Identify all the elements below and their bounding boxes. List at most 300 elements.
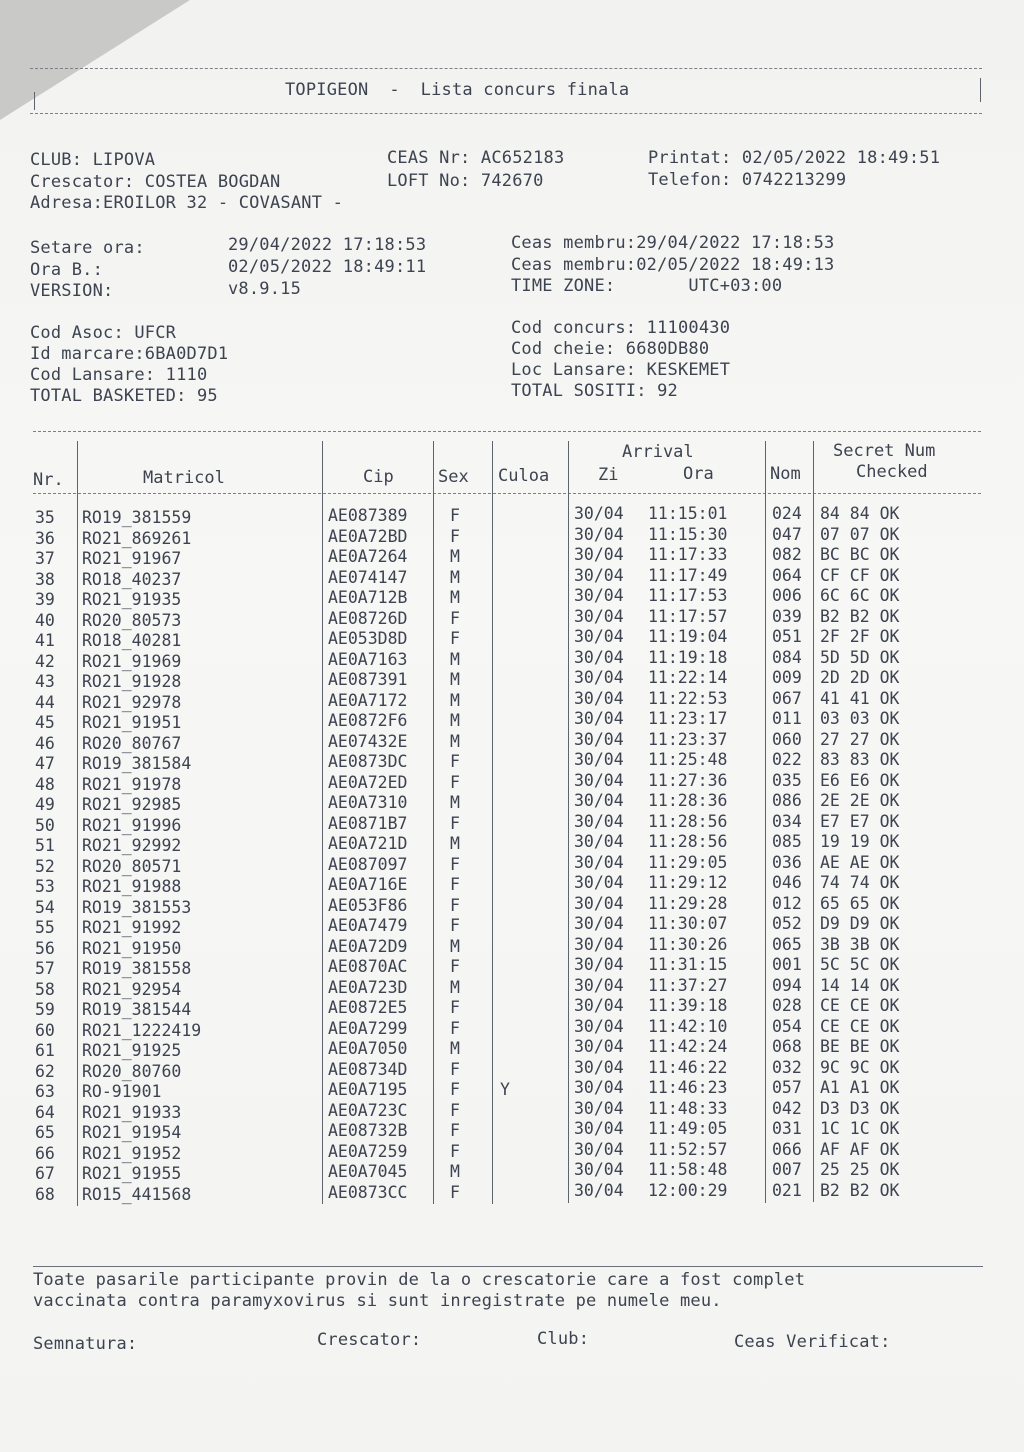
- cell-sex: M: [450, 567, 460, 587]
- cell-nom: 035: [772, 770, 802, 790]
- cell-matricol: RO21_92992: [82, 836, 182, 856]
- col-sep-matricol: [77, 441, 78, 1206]
- cell-ora: 11:17:49: [648, 565, 728, 585]
- cell-matricol: RO21_91925: [82, 1041, 182, 1061]
- cell-sex: F: [450, 895, 460, 915]
- cell-cip: AE074147: [328, 567, 408, 587]
- cell-nom: 009: [772, 668, 802, 688]
- cell-sex: F: [450, 854, 460, 874]
- setare-ora-label: Setare ora:: [30, 238, 145, 258]
- cell-nr: 55: [35, 918, 55, 938]
- cell-sex: M: [450, 977, 460, 997]
- cell-zi: 30/04: [574, 955, 624, 975]
- cell-nom: 006: [772, 586, 802, 606]
- cell-ora: 11:29:12: [648, 873, 728, 893]
- cell-zi: 30/04: [574, 750, 624, 770]
- cell-ora: 11:17:53: [648, 586, 728, 606]
- cell-sex: M: [450, 1162, 460, 1182]
- cell-cip: AE0872F6: [328, 711, 408, 731]
- cell-ora: 11:28:56: [648, 811, 728, 831]
- table-top-rule: [33, 431, 981, 432]
- version-label: VERSION:: [30, 281, 114, 301]
- phone-number: Telefon: 0742213299: [648, 170, 847, 190]
- cell-ora: 11:48:33: [648, 1098, 728, 1118]
- cell-nom: 084: [772, 647, 802, 667]
- cell-nom: 057: [772, 1078, 802, 1098]
- header-sex: Sex: [438, 467, 469, 487]
- cell-cip: AE053F86: [328, 895, 408, 915]
- cell-sex: F: [450, 1059, 460, 1079]
- header-arrival: Arrival: [622, 442, 694, 462]
- cell-nr: 39: [35, 590, 55, 610]
- cell-nr: 50: [35, 815, 55, 835]
- cell-nom: 007: [772, 1160, 802, 1180]
- cell-secret: AF AF OK: [820, 1139, 900, 1159]
- cell-sex: M: [450, 936, 460, 956]
- cell-sex: M: [450, 711, 460, 731]
- cell-ora: 11:28:56: [648, 832, 728, 852]
- cell-matricol: RO18_40237: [82, 569, 182, 589]
- cell-nom: 067: [772, 688, 802, 708]
- cell-secret: 2E 2E OK: [820, 791, 900, 811]
- cell-ora: 11:52:57: [648, 1139, 728, 1159]
- cell-zi: 30/04: [574, 852, 624, 872]
- cell-secret: 74 74 OK: [820, 873, 900, 893]
- cell-matricol: RO21_91992: [82, 918, 182, 938]
- cell-cip: AE0873DC: [328, 752, 408, 772]
- cell-matricol: RO19_381559: [82, 508, 192, 527]
- cell-nom: 032: [772, 1057, 802, 1077]
- cell-matricol: RO-91901: [82, 1082, 162, 1102]
- cell-nom: 060: [772, 729, 802, 749]
- cell-matricol: RO15_441568: [82, 1185, 192, 1204]
- cell-ora: 12:00:29: [648, 1181, 728, 1200]
- cell-sex: F: [450, 1100, 460, 1120]
- cell-secret: B2 B2 OK: [820, 1181, 900, 1200]
- ora-b-value: 02/05/2022 18:49:11: [228, 257, 427, 277]
- cell-nom: 082: [772, 545, 802, 565]
- cell-nom: 047: [772, 524, 802, 544]
- cell-cip: AE0870AC: [328, 957, 408, 977]
- clock-number: CEAS Nr: AC652183: [387, 148, 565, 168]
- cell-zi: 30/04: [574, 996, 624, 1016]
- cell-secret: 65 65 OK: [820, 893, 900, 913]
- loft-number: LOFT No: 742670: [387, 171, 544, 191]
- cell-zi: 30/04: [574, 647, 624, 667]
- cell-nr: 61: [35, 1041, 55, 1061]
- header-zi: Zi: [598, 465, 619, 485]
- header-checked: Checked: [856, 462, 928, 482]
- ora-b-label: Ora B.:: [30, 260, 104, 280]
- signature-label: Semnatura:: [33, 1334, 138, 1354]
- cell-zi: 30/04: [574, 504, 624, 523]
- folded-corner: [0, 0, 190, 120]
- cell-ora: 11:30:26: [648, 934, 728, 954]
- cell-ora: 11:31:15: [648, 955, 728, 975]
- cell-nr: 68: [35, 1185, 55, 1204]
- cell-zi: 30/04: [574, 1119, 624, 1139]
- cell-cip: AE0A723C: [328, 1100, 408, 1120]
- cell-matricol: RO21_91978: [82, 774, 182, 794]
- cell-cip: AE0A7163: [328, 649, 408, 669]
- cell-nr: 56: [35, 938, 55, 958]
- cell-sex: M: [450, 731, 460, 751]
- cell-zi: 30/04: [574, 770, 624, 790]
- cell-matricol: RO21_1222419: [82, 1020, 202, 1040]
- cell-nr: 44: [35, 692, 55, 712]
- cell-nr: 40: [35, 610, 55, 630]
- col-sep-secret: [813, 441, 814, 1202]
- cell-zi: 30/04: [574, 729, 624, 749]
- cell-nom: 064: [772, 565, 802, 585]
- cell-secret: 27 27 OK: [820, 729, 900, 749]
- cell-nom: 066: [772, 1139, 802, 1159]
- header-culoa: Culoa: [498, 466, 550, 486]
- cell-ora: 11:23:17: [648, 709, 728, 729]
- cell-matricol: RO21_91967: [82, 549, 182, 569]
- cell-matricol: RO20_80571: [82, 856, 182, 876]
- header-nr: Nr.: [33, 470, 64, 490]
- cell-secret: E6 E6 OK: [820, 770, 900, 790]
- col-sep-arrival: [568, 441, 569, 1203]
- cell-nom: 042: [772, 1098, 802, 1118]
- header-cip: Cip: [363, 467, 394, 487]
- cell-ora: 11:30:07: [648, 914, 728, 934]
- cell-nr: 53: [35, 877, 55, 897]
- cell-nr: 52: [35, 856, 55, 876]
- cell-ora: 11:46:23: [648, 1078, 728, 1098]
- cell-sex: M: [450, 793, 460, 813]
- cell-ora: 11:22:53: [648, 688, 728, 708]
- cell-zi: 30/04: [574, 1098, 624, 1118]
- cell-sex: F: [450, 957, 460, 977]
- cod-concurs: Cod concurs: 11100430: [511, 318, 731, 338]
- cell-matricol: RO21_91950: [82, 938, 182, 958]
- header-secret-num: Secret Num: [833, 441, 936, 461]
- cell-nr: 48: [35, 774, 55, 794]
- cell-secret: 84 84 OK: [820, 504, 900, 523]
- cell-nr: 38: [35, 569, 55, 589]
- cell-secret: 5D 5D OK: [820, 647, 900, 667]
- cell-matricol: RO21_91933: [82, 1102, 182, 1122]
- cell-cip: AE0A7310: [328, 793, 408, 813]
- cell-secret: 1C 1C OK: [820, 1119, 900, 1139]
- cell-nr: 42: [35, 651, 55, 671]
- cell-nr: 63: [35, 1082, 55, 1102]
- cell-cip: AE08726D: [328, 608, 408, 628]
- cell-ora: 11:29:05: [648, 852, 728, 872]
- cell-ora: 11:46:22: [648, 1057, 728, 1077]
- id-marcare: Id marcare:6BA0D7D1: [30, 344, 229, 364]
- cell-secret: D9 D9 OK: [820, 914, 900, 934]
- clock-verified-label: Ceas Verificat:: [734, 1332, 891, 1352]
- cell-ora: 11:19:18: [648, 647, 728, 667]
- cell-sex: F: [450, 1141, 460, 1161]
- cell-nr: 57: [35, 959, 55, 979]
- cell-secret: 3B 3B OK: [820, 934, 900, 954]
- title-box-bottom: [30, 113, 982, 114]
- cell-matricol: RO21_91954: [82, 1123, 182, 1143]
- cell-secret: E7 E7 OK: [820, 811, 900, 831]
- cell-cip: AE0A712B: [328, 588, 408, 608]
- cell-zi: 30/04: [574, 565, 624, 585]
- cell-cip: AE053D8D: [328, 629, 408, 649]
- cell-nr: 35: [35, 508, 55, 527]
- cell-matricol: RO19_381544: [82, 1000, 192, 1020]
- cell-matricol: RO19_381584: [82, 754, 192, 774]
- cell-nr: 54: [35, 897, 55, 917]
- cell-nom: 054: [772, 1016, 802, 1036]
- cell-nr: 45: [35, 713, 55, 733]
- cell-cip: AE08734D: [328, 1059, 408, 1079]
- cell-zi: 30/04: [574, 586, 624, 606]
- cell-nr: 36: [35, 528, 55, 548]
- cell-cip: AE087097: [328, 854, 408, 874]
- cell-matricol: RO21_91951: [82, 713, 182, 733]
- cell-ora: 11:28:36: [648, 791, 728, 811]
- cell-matricol: RO21_869261: [82, 528, 192, 548]
- cell-sex: F: [450, 772, 460, 792]
- cell-secret: CE CE OK: [820, 996, 900, 1016]
- cell-zi: 30/04: [574, 873, 624, 893]
- club-name: CLUB: LIPOVA: [30, 150, 156, 170]
- cell-secret: 41 41 OK: [820, 688, 900, 708]
- cell-nom: 086: [772, 791, 802, 811]
- cell-cip: AE0A716E: [328, 875, 408, 895]
- printed-date: Printat: 02/05/2022 18:49:51: [648, 148, 941, 168]
- cell-nom: 021: [772, 1181, 802, 1200]
- cell-sex: F: [450, 526, 460, 546]
- cell-secret: CF CF OK: [820, 565, 900, 585]
- cell-zi: 30/04: [574, 688, 624, 708]
- cell-sex: F: [450, 506, 460, 525]
- member-clock-2: Ceas membru:02/05/2022 18:49:13: [511, 255, 835, 275]
- cell-secret: BE BE OK: [820, 1037, 900, 1057]
- title-box-left: [34, 92, 35, 110]
- cell-nom: 052: [772, 914, 802, 934]
- cod-cheie: Cod cheie: 6680DB80: [511, 339, 710, 359]
- cell-secret: BC BC OK: [820, 545, 900, 565]
- cell-sex: F: [450, 916, 460, 936]
- cell-ora: 11:49:05: [648, 1119, 728, 1139]
- cell-zi: 30/04: [574, 709, 624, 729]
- cell-nom: 094: [772, 975, 802, 995]
- title-box-top: [30, 68, 982, 69]
- cell-nr: 41: [35, 631, 55, 651]
- cell-zi: 30/04: [574, 524, 624, 544]
- cell-zi: 30/04: [574, 1181, 624, 1200]
- cell-matricol: RO19_381558: [82, 959, 192, 979]
- cell-cip: AE087389: [328, 506, 408, 525]
- cell-matricol: RO21_91955: [82, 1164, 182, 1184]
- cell-nom: 068: [772, 1037, 802, 1057]
- cell-zi: 30/04: [574, 1057, 624, 1077]
- cell-sex: F: [450, 608, 460, 628]
- cell-nom: 001: [772, 955, 802, 975]
- cell-cip: AE0873CC: [328, 1183, 408, 1202]
- cell-secret: A1 A1 OK: [820, 1078, 900, 1098]
- cell-zi: 30/04: [574, 914, 624, 934]
- vaccination-statement-line-2: vaccinata contra paramyxovirus si sunt inregistrate pe numele meu.: [33, 1291, 722, 1311]
- member-clock-1: Ceas membru:29/04/2022 17:18:53: [511, 233, 835, 253]
- cell-nom: 012: [772, 893, 802, 913]
- cell-sex: F: [450, 1018, 460, 1038]
- cell-ora: 11:17:33: [648, 545, 728, 565]
- cell-cip: AE0A7195: [328, 1080, 408, 1100]
- cell-ora: 11:27:36: [648, 770, 728, 790]
- setare-ora-value: 29/04/2022 17:18:53: [228, 235, 427, 255]
- cell-matricol: RO21_91996: [82, 815, 182, 835]
- cell-culoa: Y: [500, 1080, 510, 1100]
- cell-sex: F: [450, 1080, 460, 1100]
- cell-zi: 30/04: [574, 1139, 624, 1159]
- header-ora: Ora: [683, 464, 714, 484]
- cell-sex: M: [450, 670, 460, 690]
- cell-nr: 47: [35, 754, 55, 774]
- cell-zi: 30/04: [574, 627, 624, 647]
- cell-zi: 30/04: [574, 545, 624, 565]
- cell-sex: M: [450, 649, 460, 669]
- cell-ora: 11:29:28: [648, 893, 728, 913]
- cell-zi: 30/04: [574, 832, 624, 852]
- cell-ora: 11:42:24: [648, 1037, 728, 1057]
- cell-nr: 64: [35, 1102, 55, 1122]
- cell-nom: 065: [772, 934, 802, 954]
- cell-zi: 30/04: [574, 934, 624, 954]
- cell-nr: 37: [35, 549, 55, 569]
- cell-nom: 085: [772, 832, 802, 852]
- cell-sex: M: [450, 690, 460, 710]
- breeder-signature-label: Crescator:: [317, 1330, 422, 1350]
- cell-zi: 30/04: [574, 1078, 624, 1098]
- cell-matricol: RO21_91952: [82, 1143, 182, 1163]
- cell-secret: 14 14 OK: [820, 975, 900, 995]
- cell-matricol: RO21_91969: [82, 651, 182, 671]
- cell-zi: 30/04: [574, 606, 624, 626]
- cell-cip: AE0A7172: [328, 690, 408, 710]
- cell-nom: 022: [772, 750, 802, 770]
- cell-cip: AE0A721D: [328, 834, 408, 854]
- cell-zi: 30/04: [574, 811, 624, 831]
- cell-matricol: RO21_92978: [82, 692, 182, 712]
- cell-nr: 58: [35, 979, 55, 999]
- breeder-address: Adresa:EROILOR 32 - COVASANT -: [30, 193, 344, 213]
- cell-secret: B2 B2 OK: [820, 606, 900, 626]
- cell-zi: 30/04: [574, 975, 624, 995]
- cell-cip: AE0A7045: [328, 1162, 408, 1182]
- cell-nr: 67: [35, 1164, 55, 1184]
- cell-nom: 039: [772, 606, 802, 626]
- cell-matricol: RO18_40281: [82, 631, 182, 651]
- cell-ora: 11:58:48: [648, 1160, 728, 1180]
- cell-matricol: RO21_92985: [82, 795, 182, 815]
- cell-matricol: RO21_91935: [82, 590, 182, 610]
- cell-nr: 43: [35, 672, 55, 692]
- cell-secret: 2D 2D OK: [820, 668, 900, 688]
- cell-secret: 25 25 OK: [820, 1160, 900, 1180]
- cell-nom: 046: [772, 873, 802, 893]
- cell-sex: F: [450, 998, 460, 1018]
- cell-sex: M: [450, 1039, 460, 1059]
- cell-secret: 83 83 OK: [820, 750, 900, 770]
- col-sep-cip: [322, 441, 323, 1204]
- cell-cip: AE08732B: [328, 1121, 408, 1141]
- cell-ora: 11:39:18: [648, 996, 728, 1016]
- cell-secret: 07 07 OK: [820, 524, 900, 544]
- cell-secret: CE CE OK: [820, 1016, 900, 1036]
- cell-nr: 51: [35, 836, 55, 856]
- col-sep-culoa: [492, 441, 493, 1204]
- time-zone: TIME ZONE: UTC+03:00: [511, 276, 783, 296]
- cell-secret: 6C 6C OK: [820, 586, 900, 606]
- cell-ora: 11:42:10: [648, 1016, 728, 1036]
- cell-ora: 11:17:57: [648, 606, 728, 626]
- cell-ora: 11:15:30: [648, 524, 728, 544]
- cell-nr: 66: [35, 1143, 55, 1163]
- cell-zi: 30/04: [574, 1016, 624, 1036]
- header-nom: Nom: [770, 464, 801, 484]
- col-sep-nom: [765, 441, 766, 1203]
- total-sositi: TOTAL SOSITI: 92: [511, 381, 678, 401]
- cell-secret: 19 19 OK: [820, 832, 900, 852]
- cell-nr: 59: [35, 1000, 55, 1020]
- title-box-right: [980, 78, 981, 102]
- cell-zi: 30/04: [574, 668, 624, 688]
- cell-sex: M: [450, 834, 460, 854]
- cell-cip: AE0A7050: [328, 1039, 408, 1059]
- cell-nr: 49: [35, 795, 55, 815]
- cell-cip: AE0A72D9: [328, 936, 408, 956]
- cell-cip: AE0A7479: [328, 916, 408, 936]
- cell-cip: AE0A7259: [328, 1141, 408, 1161]
- cell-cip: AE087391: [328, 670, 408, 690]
- cell-ora: 11:22:14: [648, 668, 728, 688]
- footer-rule: [33, 1266, 983, 1267]
- document-title: TOPIGEON - Lista concurs finala: [285, 80, 630, 100]
- breeder-name: Crescator: COSTEA BOGDAN: [30, 172, 281, 192]
- col-sep-sex: [433, 441, 434, 1204]
- cod-lansare: Cod Lansare: 1110: [30, 365, 208, 385]
- cell-nr: 65: [35, 1123, 55, 1143]
- cell-nr: 62: [35, 1061, 55, 1081]
- cell-nom: 011: [772, 709, 802, 729]
- cell-sex: M: [450, 547, 460, 567]
- cell-zi: 30/04: [574, 1160, 624, 1180]
- vaccination-statement-line-1: Toate pasarile participante provin de la o crescatorie care a fost complet: [33, 1270, 806, 1290]
- club-signature-label: Club:: [537, 1329, 590, 1349]
- cell-matricol: RO20_80767: [82, 733, 182, 753]
- cell-ora: 11:37:27: [648, 975, 728, 995]
- cell-matricol: RO21_92954: [82, 979, 182, 999]
- cell-secret: 9C 9C OK: [820, 1057, 900, 1077]
- cell-zi: 30/04: [574, 893, 624, 913]
- cell-nom: 024: [772, 504, 802, 523]
- cell-zi: 30/04: [574, 791, 624, 811]
- cell-matricol: RO21_91988: [82, 877, 182, 897]
- cell-nom: 031: [772, 1119, 802, 1139]
- cell-sex: F: [450, 813, 460, 833]
- header-matricol: Matricol: [143, 468, 225, 488]
- cell-cip: AE0872E5: [328, 998, 408, 1018]
- cell-secret: 03 03 OK: [820, 709, 900, 729]
- cell-cip: AE0A72ED: [328, 772, 408, 792]
- cell-matricol: RO19_381553: [82, 897, 192, 917]
- cell-cip: AE0871B7: [328, 813, 408, 833]
- cell-nr: 46: [35, 733, 55, 753]
- cell-ora: 11:19:04: [648, 627, 728, 647]
- cell-ora: 11:25:48: [648, 750, 728, 770]
- cell-secret: 2F 2F OK: [820, 627, 900, 647]
